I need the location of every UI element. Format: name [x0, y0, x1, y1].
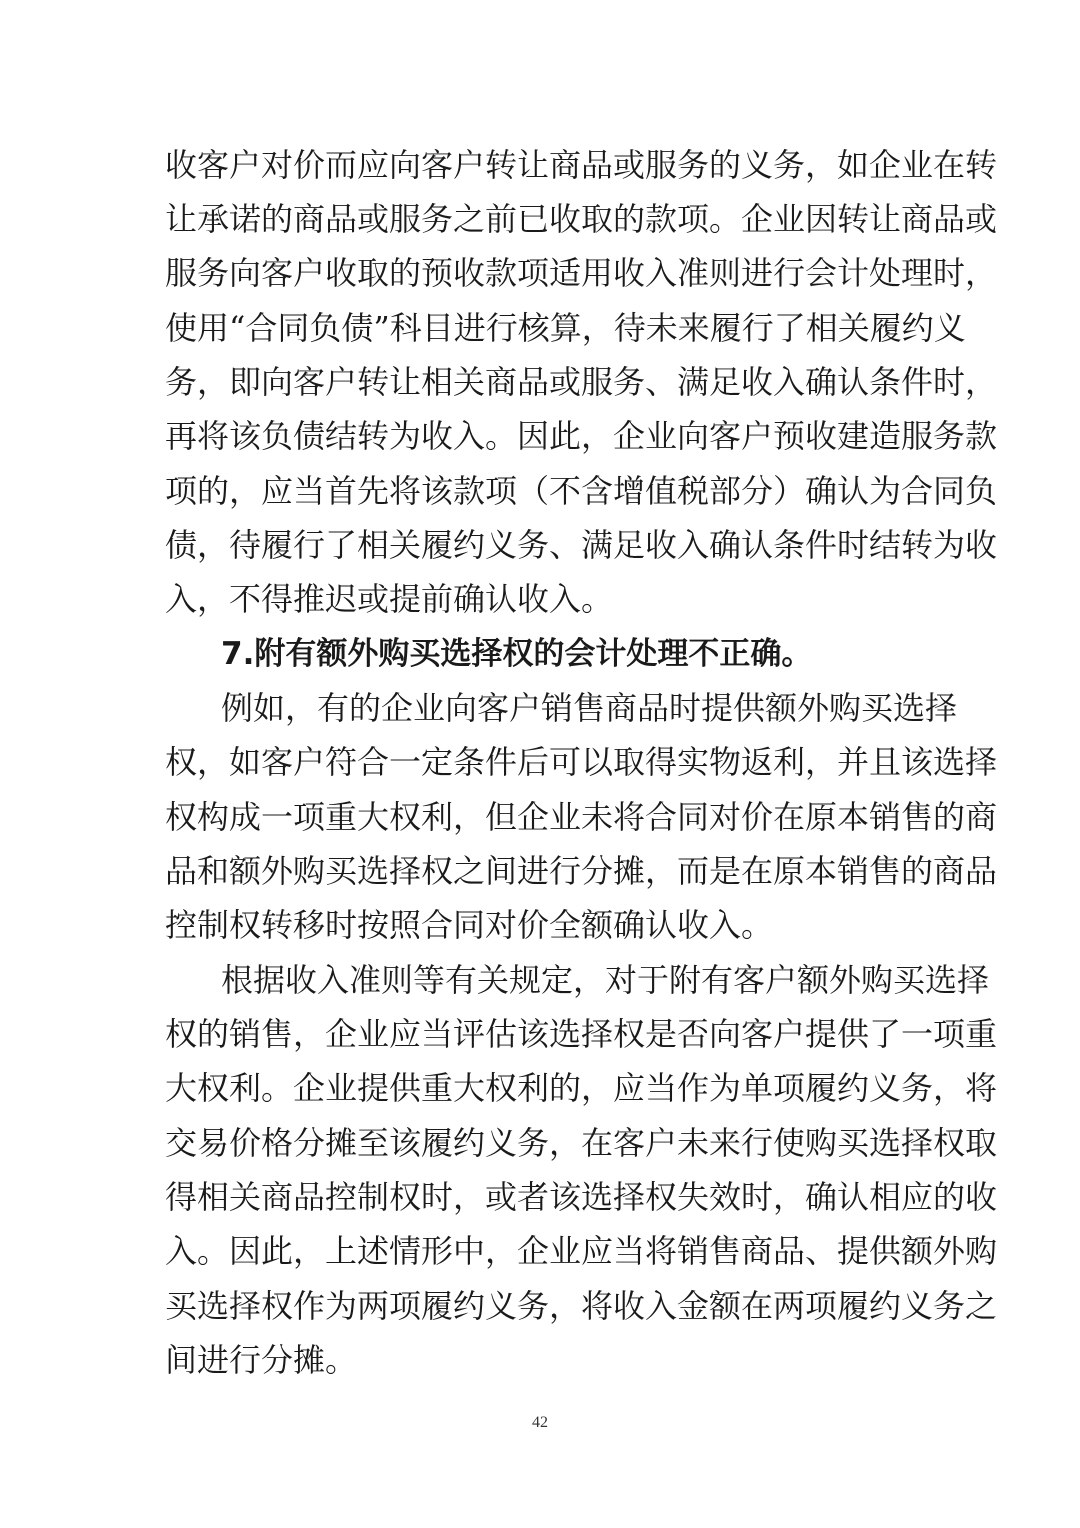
paragraph-first-line: 根据收入准则等有关规定，对于附有客户额外购买选择 — [221, 961, 990, 999]
body-text-line: 交易价格分摊至该履约义务，在客户未来行使购买选择权取 — [165, 1124, 998, 1162]
page-number: 42 — [532, 1414, 548, 1431]
body-text-line: 项的，应当首先将该款项（不含增值税部分）确认为合同负 — [165, 472, 998, 510]
paragraph-first-line: 例如，有的企业向客户销售商品时提供额外购买选择 — [221, 689, 958, 727]
body-text-line: 收客户对价而应向客户转让商品或服务的义务，如企业在转 — [165, 146, 998, 184]
body-text-line: 债，待履行了相关履约义务、满足收入确认条件时结转为收 — [165, 526, 998, 564]
body-text-line: 大权利。企业提供重大权利的，应当作为单项履约义务，将 — [165, 1069, 998, 1107]
body-text-line: 让承诺的商品或服务之前已收取的款项。企业因转让商品或 — [165, 200, 998, 238]
body-text-line: 得相关商品控制权时，或者该选择权失效时，确认相应的收 — [165, 1178, 998, 1216]
body-text-line: 品和额外购买选择权之间进行分摊，而是在原本销售的商品 — [165, 852, 998, 890]
body-text-line: 控制权转移时按照合同对价全额确认收入。 — [165, 906, 774, 944]
body-text-line: 务，即向客户转让相关商品或服务、满足收入确认条件时， — [165, 363, 998, 401]
body-text-line: 权，如客户符合一定条件后可以取得实物返利，并且该选择 — [165, 743, 998, 781]
body-text-line: 入。因此，上述情形中，企业应当将销售商品、提供额外购 — [165, 1232, 998, 1270]
body-text-line: 使用“合同负债”科目进行核算，待未来履行了相关履约义 — [165, 309, 966, 347]
body-text-line: 服务向客户收取的预收款项适用收入准则进行会计处理时， — [165, 254, 998, 292]
body-text-line: 买选择权作为两项履约义务，将收入金额在两项履约义务之 — [165, 1287, 998, 1325]
body-text-line: 入，不得推迟或提前确认收入。 — [165, 580, 614, 618]
section-heading: 7.附有额外购买选择权的会计处理不正确。 — [221, 636, 813, 672]
body-text-line: 间进行分摊。 — [165, 1341, 358, 1379]
body-text-line: 权的销售，企业应当评估该选择权是否向客户提供了一项重 — [165, 1015, 998, 1053]
body-text-line: 权构成一项重大权利，但企业未将合同对价在原本销售的商 — [165, 798, 998, 836]
body-text-line: 再将该负债结转为收入。因此，企业向客户预收建造服务款 — [165, 417, 998, 455]
